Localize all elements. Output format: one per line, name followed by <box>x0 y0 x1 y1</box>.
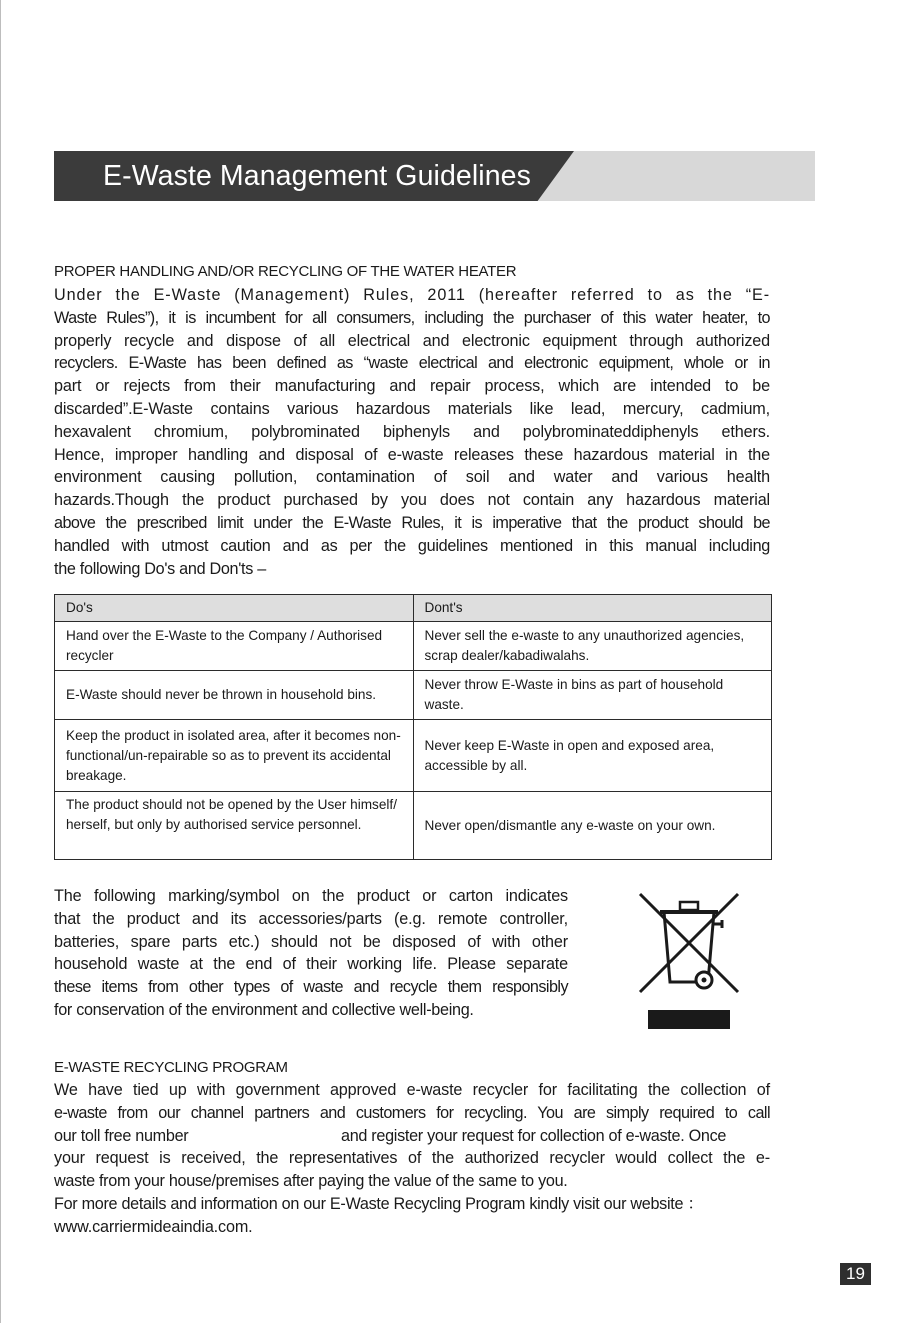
donts-cell: Never sell the e-waste to any unauthorized agencies, scrap dealer/kabadiwalahs. <box>413 622 772 671</box>
weee-symbol-bar <box>648 1010 730 1029</box>
website-link[interactable]: www.carriermideaindia.com. <box>54 1217 253 1236</box>
dos-and-donts-table <box>54 594 772 860</box>
paragraph-line: We have tied up with government approved e-waste recycler for facilitating the collection of <box>54 1081 770 1099</box>
paragraph-line: your request is received, the representatives of the authorized recycler would collect the e- <box>54 1149 770 1168</box>
paragraph-line: the following Do's and Don'ts – <box>54 559 266 578</box>
paragraph-line: above the prescribed limit under the E-Waste Rules, it is imperative that the product should be <box>54 513 770 532</box>
dos-cell: The product should not be opened by the User himself/ herself, but only by authorised service personnel. <box>55 792 414 860</box>
paragraph-line: batteries, spare parts etc.) should not be disposed of with other <box>54 932 568 951</box>
toll-free-lead-text: our toll free number <box>54 1126 189 1145</box>
intro-paragraph <box>54 284 770 580</box>
paragraph-line: part or rejects from their manufacturing and repair process, which are intended to be <box>54 377 770 396</box>
dos-column-header: Do's <box>55 595 414 622</box>
paragraph-line: properly recycle and dispose of all electrical and electronic equipment through authorized <box>54 331 770 350</box>
paragraph-line: that the product and its accessories/parts (e.g. remote controller, <box>54 909 568 928</box>
dos-cell: E-Waste should never be thrown in household bins. <box>55 671 414 720</box>
dos-cell: Hand over the E-Waste to the Company / Authorised recycler <box>55 622 414 671</box>
table-row <box>55 671 772 720</box>
section-heading-proper-handling: PROPER HANDLING AND/OR RECYCLING OF THE WATER HEATER <box>54 263 517 280</box>
title-banner <box>54 151 815 201</box>
page-edge <box>0 0 1 1323</box>
paragraph-line: for conservation of the environment and collective well-being. <box>54 1000 474 1019</box>
table-header-row <box>55 595 772 622</box>
paragraph-line-toll-free <box>54 1125 770 1148</box>
paragraph-line: waste from your house/premises after paying the value of the same to you. <box>54 1172 568 1191</box>
toll-free-trail-text: and register your request for collection of e-waste. Once <box>341 1126 727 1145</box>
paragraph-line: discarded”.E-Waste contains various hazardous materials like lead, mercury, cadmium, <box>54 399 770 418</box>
donts-cell: Never open/dismantle any e-waste on your own. <box>413 792 772 860</box>
paragraph-line: these items from other types of waste and recycle them responsibly <box>54 978 568 997</box>
paragraph-line: e-waste from our channel partners and customers for recycling. You are simply required to call <box>54 1103 770 1122</box>
paragraph-line: environment causing pollution, contamination of soil and water and various health <box>54 468 770 487</box>
recycling-paragraph <box>54 1079 770 1239</box>
donts-column-header: Dont's <box>413 595 772 622</box>
page-number-badge: 19 <box>840 1263 871 1285</box>
symbol-paragraph <box>54 885 568 1022</box>
paragraph-line: Waste Rules”), it is incumbent for all consumers, including the purchaser of this water heater, to <box>54 308 770 327</box>
table-row <box>55 720 772 792</box>
paragraph-line: handled with utmost caution and as per the guidelines mentioned in this manual including <box>54 536 770 555</box>
crossed-out-wheelie-bin-icon <box>636 890 742 996</box>
paragraph-line: The following marking/symbol on the product or carton indicates <box>54 887 568 905</box>
table-row <box>55 622 772 671</box>
page-title: E-Waste Management Guidelines <box>103 160 531 192</box>
paragraph-line: For more details and information on our E-Waste Recycling Program kindly visit our website ： <box>54 1194 704 1213</box>
paragraph-line: hexavalent chromium, polybrominated biphenyls and polybrominateddiphenyls ethers. <box>54 422 770 441</box>
paragraph-line: household waste at the end of their working life. Please separate <box>54 955 568 974</box>
paragraph-line: Hence, improper handling and disposal of e-waste releases these hazardous material in the <box>54 445 770 464</box>
dos-cell: Keep the product in isolated area, after it becomes non-functional/un-repairable so as to prevent its accidental breakage. <box>55 720 414 792</box>
paragraph-line: recyclers. E-Waste has been defined as “waste electrical and electronic equipment, whole or in <box>54 354 770 373</box>
paragraph-line: hazards.Though the product purchased by you does not contain any hazardous material <box>54 491 770 510</box>
donts-cell: Never throw E-Waste in bins as part of household waste. <box>413 671 772 720</box>
donts-cell: Never keep E-Waste in open and exposed area, accessible by all. <box>413 720 772 792</box>
paragraph-line: Under the E-Waste (Management) Rules, 2011 (hereafter referred to as the “E- <box>54 286 770 304</box>
table-row <box>55 792 772 860</box>
section-heading-recycling-program: E-WASTE RECYCLING PROGRAM <box>54 1059 288 1076</box>
